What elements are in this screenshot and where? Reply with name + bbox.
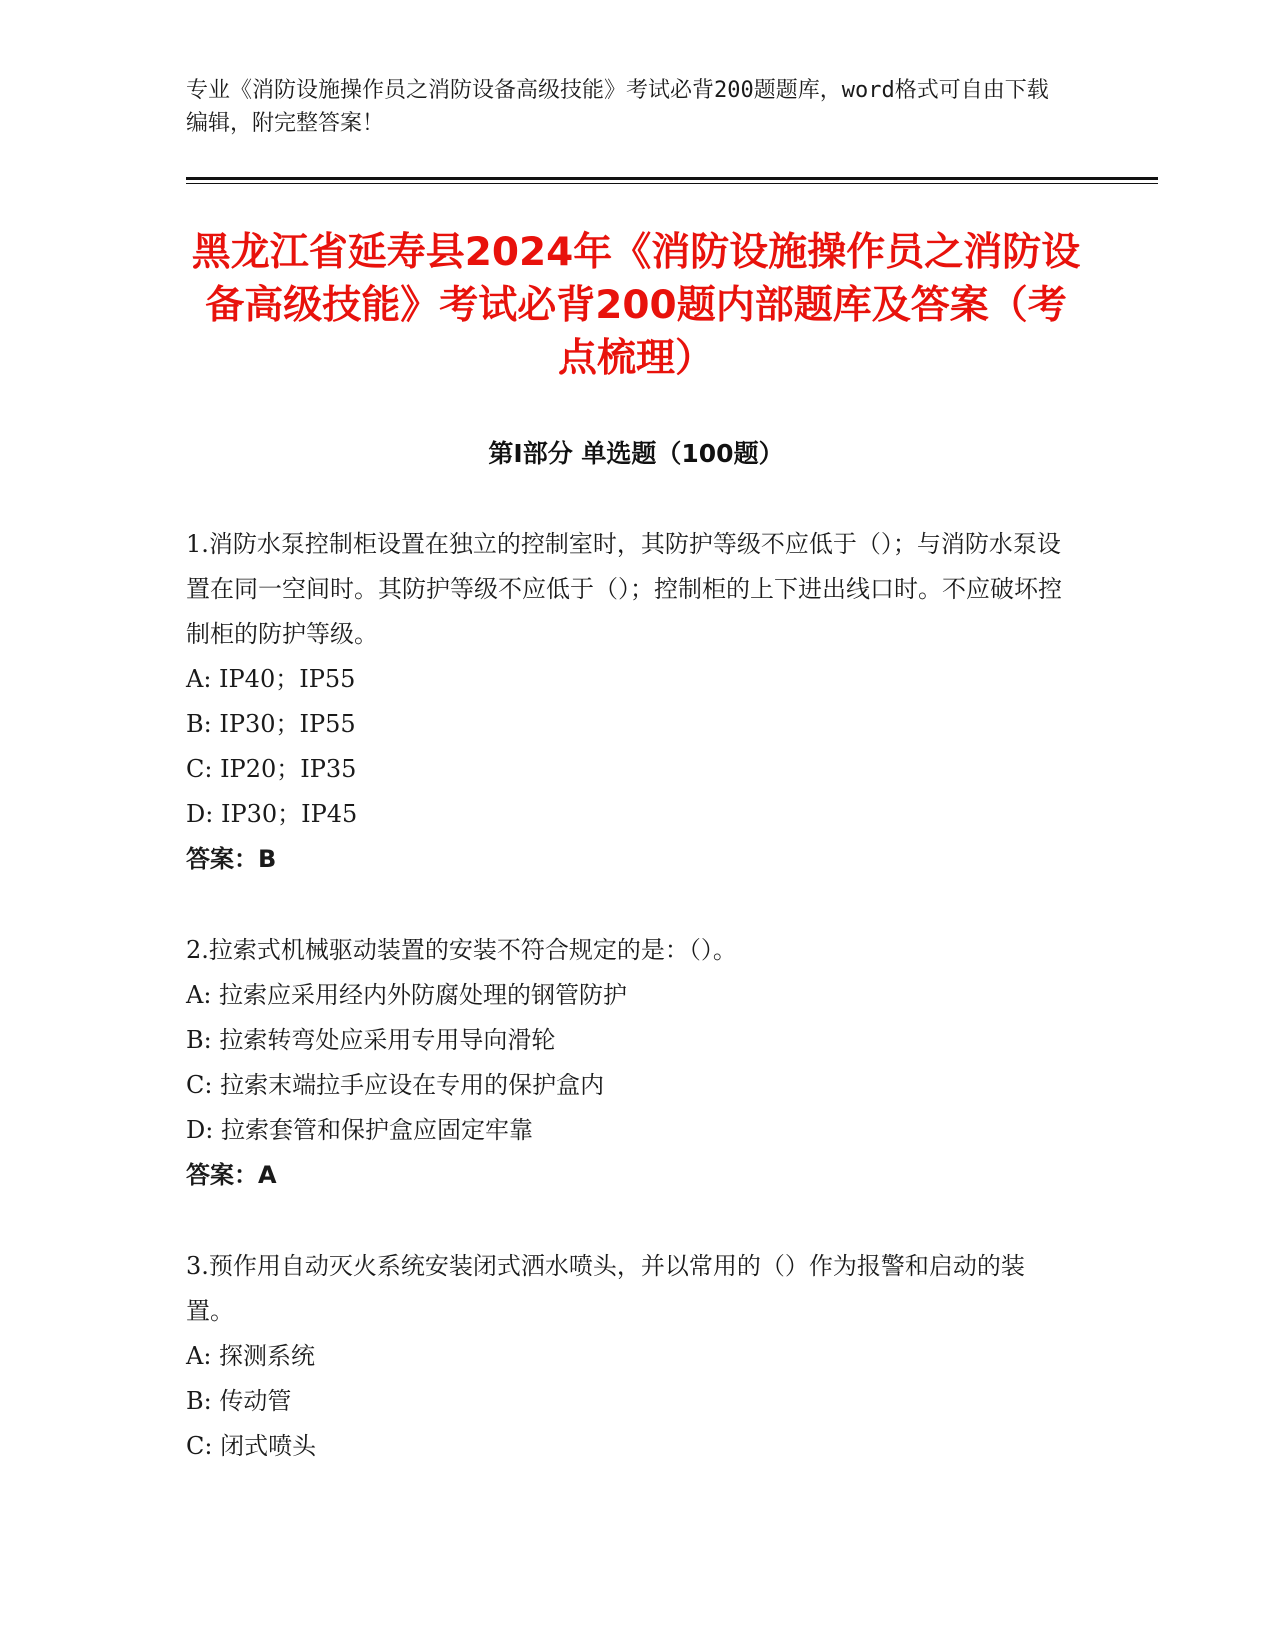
option-c: C: IP20；IP35 [186, 755, 357, 783]
header-divider-thick [186, 177, 1158, 180]
option-b: B: IP30；IP55 [186, 710, 356, 738]
answer-line: 答案：B [186, 845, 277, 873]
answer-line: 答案：A [186, 1161, 277, 1189]
question-list [186, 522, 1066, 1515]
option-b: B: 传动管 [186, 1387, 292, 1415]
section-heading: 第I部分 单选题（100题） [488, 439, 784, 468]
question-1 [186, 522, 1066, 882]
header-note: 专业《消防设施操作员之消防设备高级技能》考试必背200题题库，word格式可自由下载编辑，附完整答案！ [186, 78, 1049, 136]
question-3 [186, 1244, 1066, 1469]
document-title: 黑龙江省延寿县2024年《消防设施操作员之消防设备高级技能》考试必背200题内部题库及答案（考点梳理） [191, 230, 1081, 381]
header-divider-thin [186, 183, 1158, 184]
option-a: A: IP40；IP55 [186, 665, 356, 693]
option-c: C: 闭式喷头 [186, 1432, 317, 1460]
option-c: C: 拉索末端拉手应设在专用的保护盒内 [186, 1071, 605, 1099]
question-stem: 1.消防水泵控制柜设置在独立的控制室时，其防护等级不应低于（）；与消防水泵设置在同一空间时。其防护等级不应低于（）；控制柜的上下进出线口时。不应破坏控制柜的防护等级。 [186, 530, 1062, 648]
question-2 [186, 928, 1066, 1198]
option-a: A: 拉索应采用经内外防腐处理的钢管防护 [186, 981, 628, 1009]
question-stem: 3.预作用自动灭火系统安装闭式洒水喷头，并以常用的（）作为报警和启动的装置。 [186, 1252, 1025, 1325]
option-b: B: 拉索转弯处应采用专用导向滑轮 [186, 1026, 556, 1054]
option-d: D: 拉索套管和保护盒应固定牢靠 [186, 1116, 533, 1144]
option-d: D: IP30；IP45 [186, 800, 358, 828]
question-stem: 2.拉索式机械驱动装置的安装不符合规定的是：（）。 [186, 936, 737, 964]
option-a: A: 探测系统 [186, 1342, 316, 1370]
